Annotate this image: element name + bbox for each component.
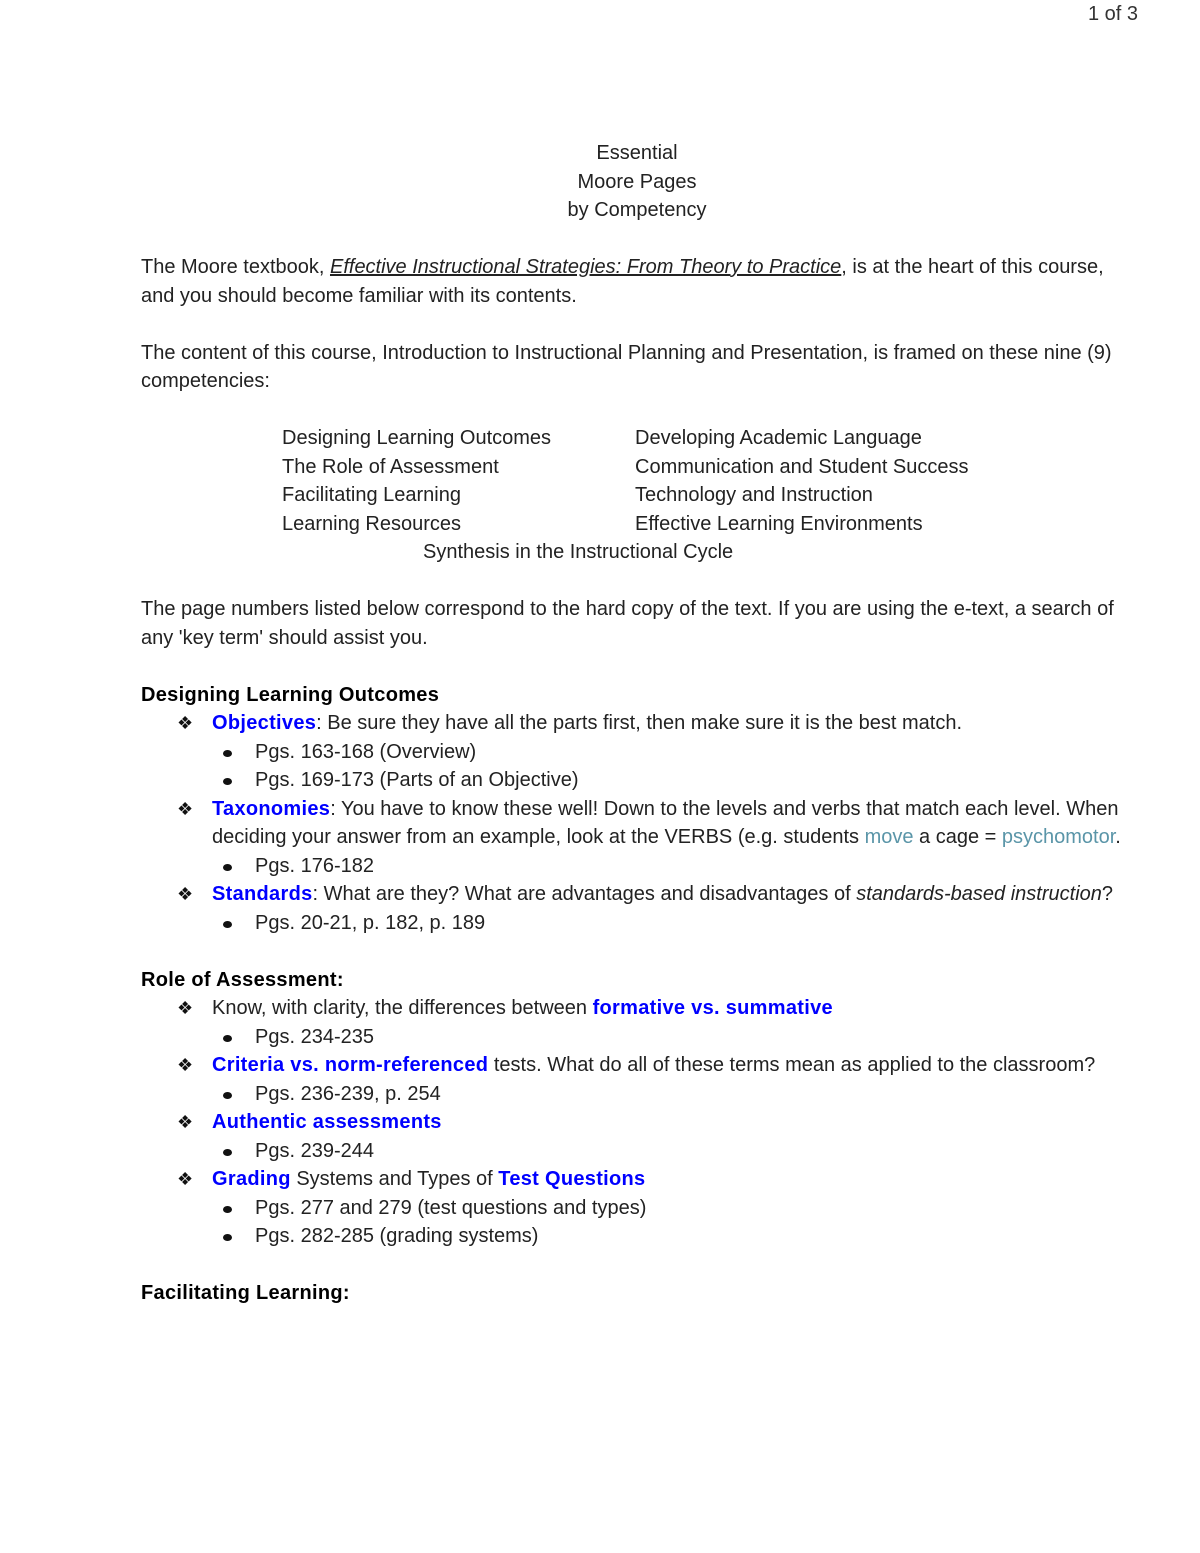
competency-synthesis: Synthesis in the Instructional Cycle <box>423 541 734 563</box>
sub-item <box>141 1080 1141 1109</box>
diamond-bullet-icon: ❖ <box>177 1055 194 1075</box>
competency: Communication and Student Success <box>635 455 969 478</box>
text: Systems and Types of <box>290 1168 499 1190</box>
content-paragraph: The content of this course, Introduction to Instructional Planning and Presentation, is framed on these nine (9) competencies: <box>141 341 1112 392</box>
list-item <box>141 795 1141 852</box>
bullet-icon <box>223 778 232 785</box>
title-line: Moore Pages <box>577 170 697 193</box>
title-line: by Competency <box>567 199 707 221</box>
keyword: Authentic assessments <box>212 1111 442 1133</box>
competency: Developing Academic Language <box>635 427 922 449</box>
competency: The Role of Assessment <box>282 455 499 478</box>
text: . <box>1115 826 1121 848</box>
list-item <box>141 1108 1141 1137</box>
list-item <box>141 994 1141 1023</box>
competency: Learning Resources <box>282 512 461 535</box>
bullet-icon <box>223 1206 232 1213</box>
sub-item <box>141 766 1141 795</box>
text: tests. What do all of these terms mean as applied to the classroom? <box>488 1054 1096 1076</box>
page-ref: Pgs. 282-285 (grading systems) <box>255 1225 539 1247</box>
section-heading: Facilitating Learning: <box>141 1282 350 1304</box>
page-ref: Pgs. 234-235 <box>255 1025 374 1048</box>
list-item <box>141 1165 1141 1194</box>
text: : Be sure they have all the parts first, then make sure it is the best match. <box>316 712 963 734</box>
document-content <box>141 139 1141 1308</box>
text: , is at the heart of this course, and you should become familiar with its contents. <box>141 256 1104 307</box>
emphasis: standards-based instruction <box>856 883 1102 905</box>
competency: Effective Learning Environments <box>635 512 923 535</box>
sub-item <box>141 1222 1141 1251</box>
intro-paragraph <box>141 253 1141 310</box>
keyword: Test Questions <box>498 1168 646 1190</box>
competency: Facilitating Learning <box>282 484 461 506</box>
keyword: Grading <box>212 1168 291 1190</box>
section-heading: Designing Learning Outcomes <box>141 683 440 706</box>
highlight: psychomotor <box>1001 826 1116 848</box>
diamond-bullet-icon: ❖ <box>177 798 194 819</box>
text: : You have to know these well! Down to the levels and verbs that match each level. When deciding your answer from an example, look at the VERBS (e.g. students <box>212 797 1119 848</box>
diamond-bullet-icon: ❖ <box>177 713 194 733</box>
title-line: Essential <box>596 142 678 164</box>
diamond-bullet-icon: ❖ <box>177 1169 194 1189</box>
competency: Technology and Instruction <box>635 484 873 506</box>
text: a cage = <box>913 826 1002 848</box>
keyword: Criteria vs. norm-referenced <box>212 1054 489 1076</box>
highlight: move <box>864 826 914 848</box>
text: The Moore textbook, <box>141 256 330 278</box>
section-heading: Role of Assessment: <box>141 968 344 991</box>
page-note: The page numbers listed below correspond to the hard copy of the text. If you are using the e-text, a search of any 'key term' should assist you. <box>141 598 1114 649</box>
page-ref: Pgs. 236-239, p. 254 <box>255 1082 441 1105</box>
keyword: Taxonomies <box>212 797 331 820</box>
page-indicator: 1 of 3 <box>1087 3 1138 25</box>
sub-item <box>141 1137 1141 1166</box>
bullet-icon <box>223 921 232 928</box>
page-ref: Pgs. 20-21, p. 182, p. 189 <box>255 911 486 934</box>
text: Know, with clarity, the differences between <box>212 997 593 1019</box>
list-item <box>141 880 1141 909</box>
sub-item <box>141 909 1141 938</box>
page-ref: Pgs. 277 and 279 (test questions and types) <box>255 1196 647 1219</box>
bullet-icon <box>223 864 232 871</box>
page-ref: Pgs. 169-173 (Parts of an Objective) <box>255 769 579 791</box>
bullet-icon <box>223 1149 232 1156</box>
keyword: formative vs. summative <box>592 997 833 1019</box>
sub-item <box>141 852 1141 881</box>
bullet-icon <box>223 1234 232 1241</box>
sub-item <box>141 1023 1141 1052</box>
list-item <box>141 1051 1141 1080</box>
text: : What are they? What are advantages and disadvantages of <box>312 883 857 905</box>
bullet-icon <box>223 1092 232 1099</box>
diamond-bullet-icon: ❖ <box>177 1112 194 1132</box>
diamond-bullet-icon: ❖ <box>177 884 194 904</box>
bullet-icon <box>223 1035 232 1042</box>
book-title-link[interactable]: Effective Instructional Strategies: From Theory to Practice <box>329 256 842 278</box>
list-item <box>141 709 1141 738</box>
sub-item <box>141 738 1141 767</box>
bullet-icon <box>223 750 232 757</box>
text: ? <box>1101 883 1114 905</box>
keyword: Objectives <box>212 712 317 734</box>
page-ref: Pgs. 239-244 <box>255 1139 374 1162</box>
competency: Designing Learning Outcomes <box>282 427 552 449</box>
page-ref: Pgs. 163-168 (Overview) <box>255 740 477 763</box>
sub-item <box>141 1194 1141 1223</box>
diamond-bullet-icon: ❖ <box>177 998 194 1018</box>
keyword: Standards <box>212 883 313 905</box>
competency-list <box>282 424 1141 538</box>
page-ref: Pgs. 176-182 <box>255 854 374 877</box>
